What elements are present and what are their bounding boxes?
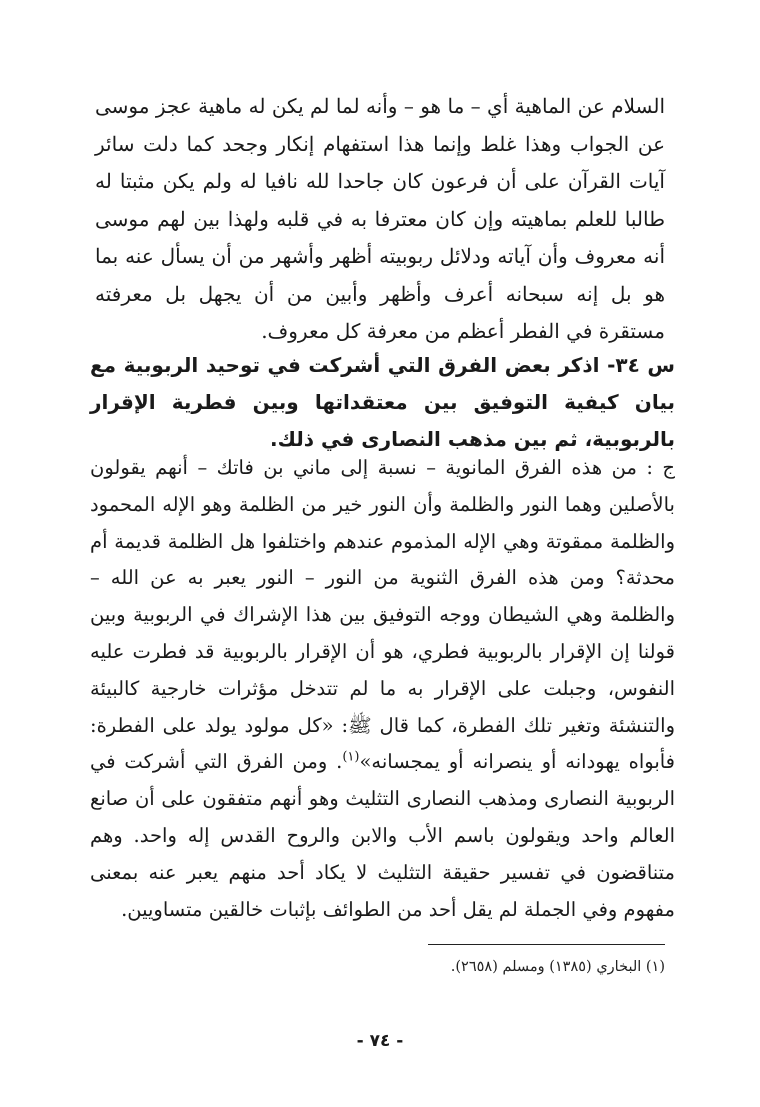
answer-block (90, 450, 675, 928)
answer-text-part1: من هذه الفرق المانوية – نسبة إلى ماني بن فاتك – أنهم يقولون بالأصلين وهما النور والظلمة وأن النور خير من الظلمة وهو الإله المحمود والظلمة ممقوتة وهي الإله المذموم عندهم واختلفوا هل الظلمة قديمة أم محدثة؟ ومن هذه الفرق الثنوية من النور – النور يعبر به عن الله – والظلمة وهي الشيطان ووجه التوفيق بين هذا الإشراك في الربوبية وبين قولنا إن الإقرار بالربوبية فطري، هو أن الإقرار بالربوبية قد فطرت عليه النفوس، وجبلت على الإقرار به ما لم تتدخل مؤثرات خارجية كالبيئة والتنشئة وتغير تلك الفطرة، كما قال ﷺ: «كل مولود يولد على الفطرة: فأبواه يهودانه أو ينصرانه أو يمجسانه» (90, 456, 676, 774)
footnote-marker[interactable]: (١) (342, 749, 360, 765)
question-block (90, 347, 675, 458)
question-number: س ٣٤- (607, 353, 675, 377)
question-text: اذكر بعض الفرق التي أشركت في توحيد الربوبية مع بيان كيفية التوفيق بين معتقداتها وبين فطرية الإقرار بالربوبية، ثم بين مذهب النصارى في ذلك. (90, 353, 675, 451)
intro-paragraph: السلام عن الماهية أي – ما هو – وأنه لما لم يكن له ماهية عجز موسى عن الجواب وهذا غلط وإنما هذا استفهام إنكار وجحد كما دلت سائر آيات القرآن على أن فرعون كان جاحدا لله نافيا له ولم يكن مثبتا له طالبا للعلم بماهيته وإن كان معترفا به في قلبه ولهذا بين لهم موسى أنه معروف وأن آياته ودلائل ربوبيته أظهر وأشهر من أن يسأل عنه بما هو بل إنه سبحانه أعرف وأظهر وأبين من أن يجهل بل معرفته مستقرة في الفطر أعظم من معرفة كل معروف. (95, 94, 665, 343)
footnote: (١) البخاري (١٣٨٥) ومسلم (٢٦٥٨). (450, 959, 665, 975)
answer-label: ج : (646, 456, 675, 479)
footnote-divider (428, 944, 665, 945)
page-number: - ٧٤ - (356, 1031, 404, 1051)
answer-text-part2: . ومن الفرق التي أشركت في الربوبية النصارى ومذهب النصارى التثليث وهو أنهم متفقون على أن صانع العالم واحد ويقولون باسم الأب والابن والروح القدس إله واحد. وهم متناقضون في تفسير حقيقة التثليث لا يكاد أحد منهم يعبر عنه بمعنى مفهوم وفي الجملة لم يقل أحد من الطوائف بإثبات خالقين متساويين. (90, 750, 675, 921)
